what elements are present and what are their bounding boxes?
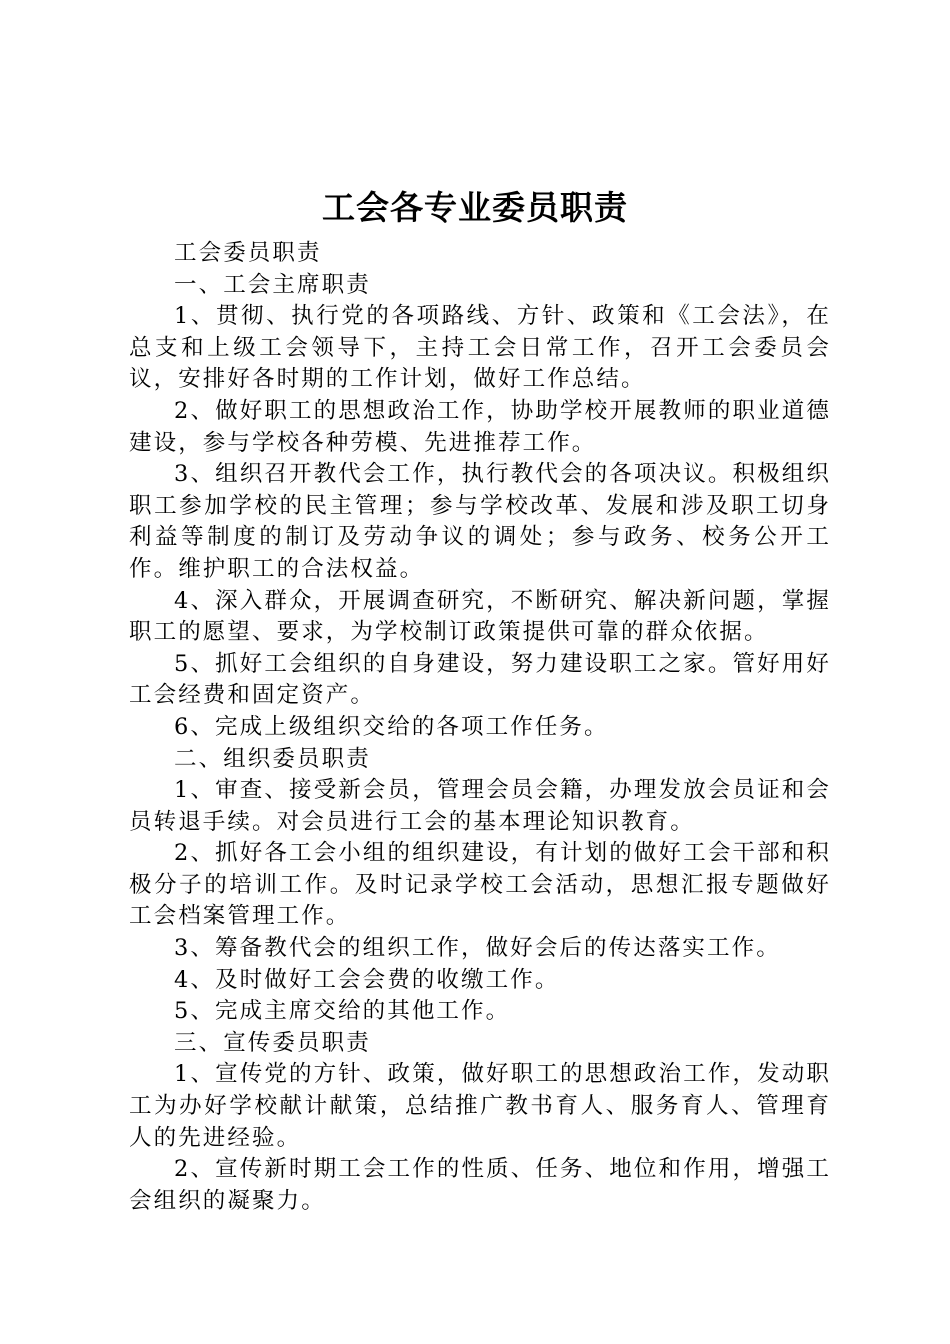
paragraph: 2、抓好各工会小组的组织建设，有计划的做好工会干部和积极分子的培训工作。及时记录学校工会活动，思想汇报专题做好工会档案管理工作。 — [129, 840, 831, 930]
paragraph: 2、宣传新时期工会工作的性质、任务、地位和作用，增强工会组织的凝聚力。 — [129, 1156, 831, 1214]
paragraph-publicity-heading: 三、宣传委员职责 — [174, 1029, 371, 1056]
paragraph: 1、贯彻、执行党的各项路线、方针、政策和《工会法》，在总支和上级工会领导下，主持工会日常工作，召开工会委员会议，安排好各时期的工作计划，做好工作总结。 — [129, 303, 831, 393]
paragraph: 3、组织召开教代会工作，执行教代会的各项决议。积极组织职工参加学校的民主管理；参与学校改革、发展和涉及职工切身利益等制度的制订及劳动争议的调处；参与政务、校务公开工作。维护职工的合法权益。 — [129, 461, 831, 582]
paragraph-section-heading: 工会委员职责 — [174, 240, 322, 266]
paragraph: 4、深入群众，开展调查研究，不断研究、解决新问题，掌握职工的愿望、要求，为学校制订政策提供可靠的群众依据。 — [129, 587, 831, 646]
document-title: 工会各专业委员职责 — [322, 188, 628, 227]
paragraph: 1、审查、接受新会员，管理会员会籍，办理发放会员证和会员转退手续。对会员进行工会的基本理论知识教育。 — [129, 777, 831, 835]
paragraph: 5、完成主席交给的其他工作。 — [174, 998, 511, 1025]
paragraph-organization-heading: 二、组织委员职责 — [174, 745, 371, 772]
paragraph: 2、做好职工的思想政治工作，协助学校开展教师的职业道德建设，参与学校各种劳模、先进推荐工作。 — [129, 397, 831, 456]
paragraph: 5、抓好工会组织的自身建设，努力建设职工之家。管好用好工会经费和固定资产。 — [129, 650, 831, 709]
paragraph: 4、及时做好工会会费的收缴工作。 — [174, 966, 560, 993]
paragraph-chair-heading: 一、工会主席职责 — [174, 271, 371, 298]
paragraph: 3、筹备教代会的组织工作，做好会后的传达落实工作。 — [174, 935, 781, 962]
document-body — [129, 238, 831, 1217]
paragraph: 1、宣传党的方针、政策，做好职工的思想政治工作，发动职工为办好学校献计献策，总结推广教书育人、服务育人、管理育人的先进经验。 — [129, 1061, 831, 1151]
paragraph: 6、完成上级组织交给的各项工作任务。 — [174, 713, 609, 740]
